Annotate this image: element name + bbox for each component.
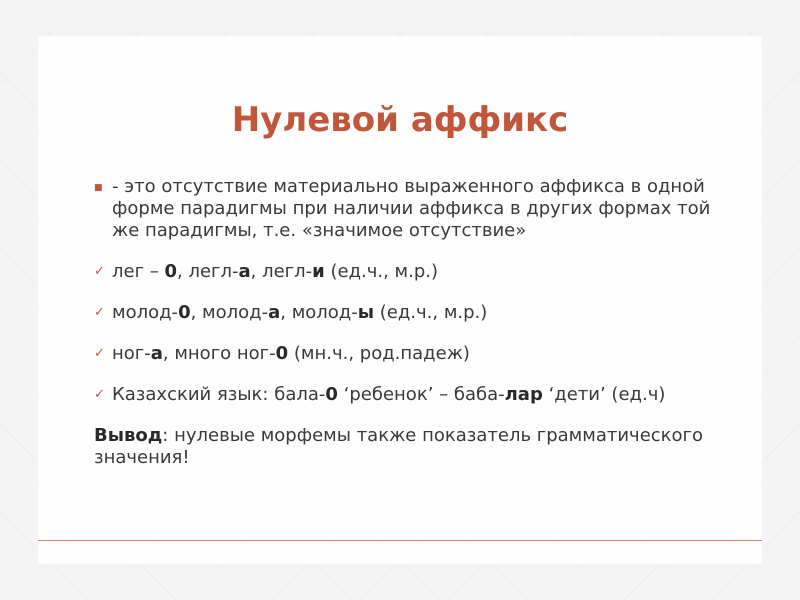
example-bold: а (238, 261, 251, 282)
example-text: ‘дети’ (ед.ч) (542, 384, 666, 405)
example-text: лег – (112, 261, 165, 282)
example-text: , молод- (280, 302, 358, 323)
example-text: Казахский язык: бала- (112, 384, 326, 405)
example-item (94, 343, 724, 365)
example-item (94, 384, 724, 406)
example-bold: 0 (325, 384, 338, 405)
footer-divider (38, 540, 762, 541)
example-text: ног- (112, 343, 151, 364)
definition-text: - это отсутствие материально выраженного аффикса в одной форме парадигмы при наличии аффикса в других формах той же парадигмы, т.е. «значимое отсутствие» (112, 176, 711, 241)
example-bold: а (268, 302, 281, 323)
checkmark-bullet-icon: ✓ (94, 387, 105, 402)
example-bold: лар (504, 384, 543, 405)
checkmark-bullet-icon: ✓ (94, 346, 105, 361)
example-text: , легл- (177, 261, 239, 282)
slide-title: Нулевой аффикс (231, 100, 569, 140)
example-text: (ед.ч., м.р.) (374, 302, 488, 323)
example-text: , много ног- (162, 343, 276, 364)
example-text: , молод- (190, 302, 269, 323)
example-text: ‘ребенок’ – баба- (337, 384, 505, 405)
conclusion-text: : нулевые морфемы также показатель грамматического значения! (94, 425, 704, 468)
example-bold: ы (357, 302, 375, 323)
slide-content (94, 176, 724, 469)
square-bullet-icon: ■ (94, 183, 103, 193)
example-text: , легл- (250, 261, 313, 282)
example-bold: и (312, 261, 325, 282)
definition-item (94, 176, 724, 242)
checkmark-bullet-icon: ✓ (94, 264, 105, 279)
example-bold: 0 (164, 261, 178, 282)
example-bold: а (150, 343, 163, 364)
checkmark-bullet-icon: ✓ (94, 305, 105, 320)
conclusion (94, 425, 724, 469)
example-item (94, 261, 724, 283)
example-text: (ед.ч., м.р.) (324, 261, 439, 282)
example-text: (мн.ч., род.падеж) (288, 343, 470, 364)
example-bold: 0 (178, 302, 191, 323)
example-bold: 0 (275, 343, 289, 364)
conclusion-label: Вывод (94, 425, 163, 446)
example-text: молод- (112, 302, 179, 323)
example-item (94, 302, 724, 324)
